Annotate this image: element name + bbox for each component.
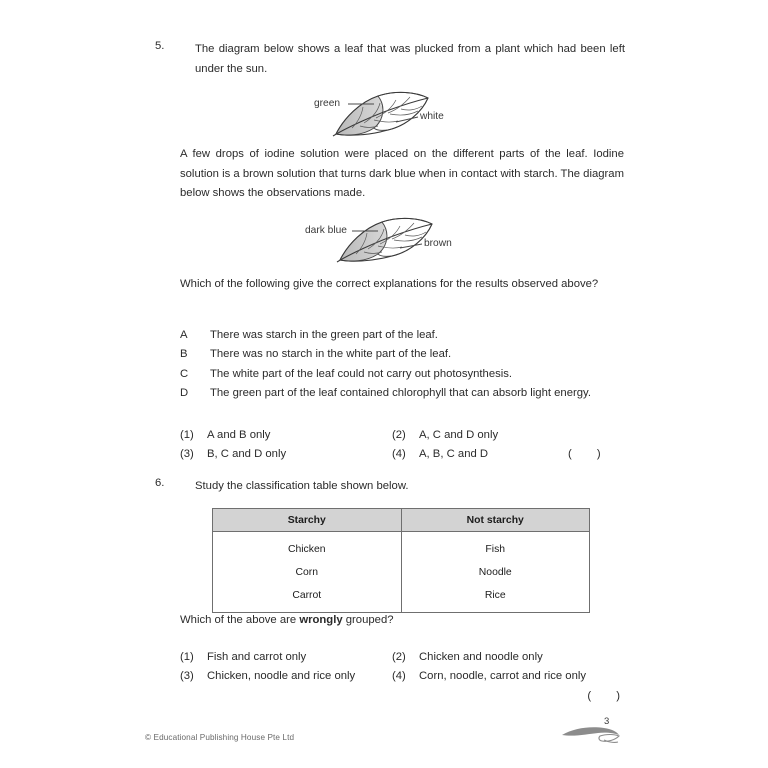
classification-table	[212, 508, 590, 613]
table-cell-not-starchy-1: Fish	[401, 532, 590, 562]
table-header-row	[213, 509, 590, 532]
question-6-option-3-number: (3)	[180, 670, 194, 683]
question-6-option-1[interactable]	[180, 648, 392, 667]
statement-c-text: The white part of the leaf could not carry out photosynthesis.	[210, 367, 513, 380]
question-5-paragraph-block	[180, 145, 624, 204]
table-row	[213, 532, 590, 562]
question-6-answer-row	[180, 687, 626, 706]
footer-copyright: © Educational Publishing House Pte Ltd	[145, 733, 295, 742]
question-6-option-3[interactable]	[180, 667, 392, 686]
table-cell-starchy-3: Carrot	[213, 584, 402, 613]
question-6-option-row-2	[180, 667, 626, 686]
question-5-option-3-number: (3)	[180, 448, 194, 461]
question-5	[155, 40, 625, 79]
question-6-answer-box[interactable]: ( )	[587, 689, 620, 702]
statement-d-letter: D	[180, 386, 189, 399]
question-6-prompt-emphasis: wrongly	[299, 614, 343, 626]
leaf-figure-1-right-label: white	[420, 111, 444, 122]
question-6-prompt-part2: grouped?	[342, 614, 394, 626]
question-5-option-2[interactable]	[392, 426, 592, 445]
leaf-figure-2	[295, 212, 485, 266]
leaf-figure-1	[300, 86, 480, 140]
question-5-number: 5.	[155, 40, 165, 52]
question-6-options	[180, 648, 626, 706]
question-5-option-1-number: (1)	[180, 429, 194, 441]
question-6-option-1-text: Fish and carrot only	[207, 651, 307, 663]
question-5-option-row-1	[180, 426, 626, 445]
table-cell-starchy-1: Chicken	[213, 532, 402, 562]
question-6	[155, 477, 625, 497]
question-5-stem: The diagram below shows a leaf that was plucked from a plant which had been left under the sun.	[195, 43, 625, 75]
question-5-paragraph: A few drops of iodine solution were placed on the different parts of the leaf. Iodine solution is a brown solution that turns dark blue when in contact with starch. The diagram below shows the observations made.	[180, 148, 624, 199]
question-5-options	[180, 426, 626, 465]
leaf-figure-2-right-label: brown	[424, 238, 452, 249]
question-5-prompt: Which of the following give the correct explanations for the results observed above?	[180, 278, 599, 290]
question-6-number: 6.	[155, 477, 165, 489]
statement-b	[180, 345, 628, 364]
question-5-option-4-text: A, B, C and D	[419, 448, 489, 461]
question-5-option-row-2	[180, 445, 626, 464]
question-5-answer-box[interactable]: ( )	[568, 448, 601, 461]
question-5-option-1[interactable]	[180, 426, 392, 445]
statement-a-text: There was starch in the green part of the leaf.	[210, 329, 438, 341]
question-6-option-4-number: (4)	[392, 670, 406, 683]
statement-b-text: There was no starch in the white part of the leaf.	[210, 348, 452, 361]
question-5-option-3[interactable]	[180, 445, 392, 464]
question-6-option-3-text: Chicken, noodle and rice only	[207, 670, 356, 683]
statement-a	[180, 326, 628, 345]
leaf-diagram-1-graphic	[300, 86, 480, 140]
statement-a-letter: A	[180, 329, 188, 341]
statement-d	[180, 384, 628, 403]
question-6-option-1-number: (1)	[180, 651, 194, 663]
table-row	[213, 561, 590, 584]
leaf-diagram-2-graphic	[295, 212, 485, 266]
leaf-figure-1-left-label: green	[314, 98, 341, 109]
table-row	[213, 584, 590, 613]
question-6-option-4[interactable]	[392, 667, 586, 686]
question-5-option-2-number: (2)	[392, 429, 406, 441]
question-6-prompt	[180, 611, 624, 631]
question-6-option-2-text: Chicken and noodle only	[419, 651, 543, 663]
question-5-statements	[180, 326, 628, 403]
statement-c	[180, 365, 628, 384]
table-cell-starchy-2: Corn	[213, 561, 402, 584]
page-number: 3	[604, 716, 610, 727]
question-5-option-3-text: B, C and D only	[207, 448, 287, 461]
question-5-option-1-text: A and B only	[207, 429, 271, 441]
statement-b-letter: B	[180, 348, 188, 361]
question-5-option-4-number: (4)	[392, 448, 406, 461]
statement-c-letter: C	[180, 367, 189, 380]
leaf-figure-2-left-label: dark blue	[305, 225, 347, 236]
statement-d-text: The green part of the leaf contained chlorophyll that can absorb light energy.	[210, 386, 591, 399]
question-5-option-4[interactable]	[392, 445, 568, 464]
table-cell-not-starchy-2: Noodle	[401, 561, 590, 584]
table-header-not-starchy: Not starchy	[401, 509, 590, 532]
question-5-option-2-text: A, C and D only	[419, 429, 499, 441]
table-header-starchy: Starchy	[213, 509, 402, 532]
question-6-stem: Study the classification table shown below.	[195, 480, 409, 492]
table-cell-not-starchy-3: Rice	[401, 584, 590, 613]
footer-ornament-icon	[560, 724, 622, 753]
question-6-option-4-text: Corn, noodle, carrot and rice only	[419, 670, 587, 683]
question-6-prompt-block	[180, 611, 624, 631]
question-6-option-2[interactable]	[392, 648, 543, 667]
question-5-prompt-block	[180, 275, 624, 295]
question-6-option-row-1	[180, 648, 626, 667]
question-6-prompt-part1: Which of the above are	[180, 614, 300, 626]
question-6-option-2-number: (2)	[392, 651, 406, 663]
